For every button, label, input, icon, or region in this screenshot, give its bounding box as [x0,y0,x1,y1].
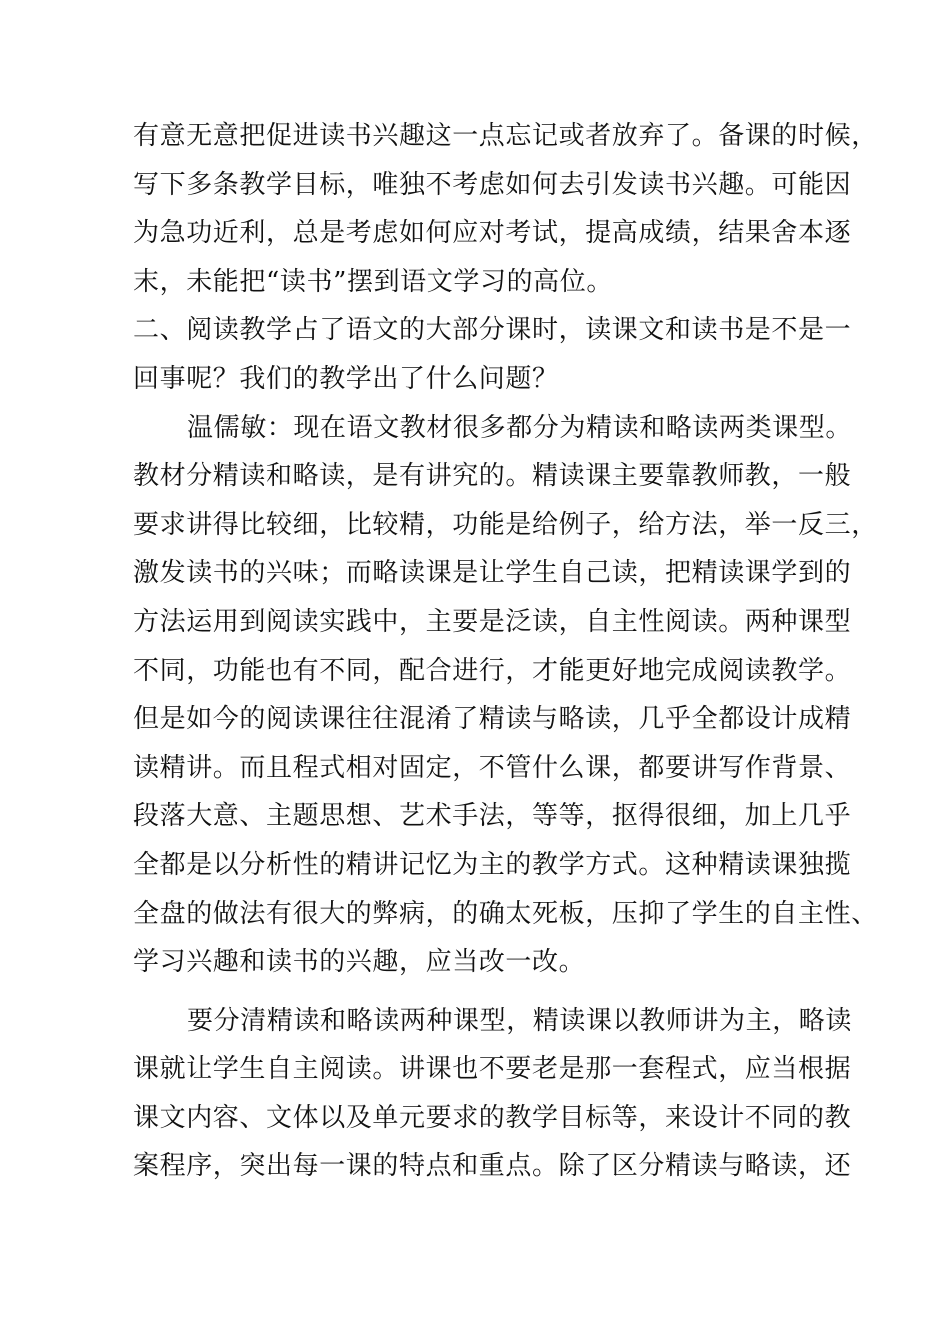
text-line: 温儒敏：现在语文教材很多都分为精读和略读两类课型。 [187,412,853,443]
text-line: 课文内容、文体以及单元要求的教学目标等，来设计不同的教 [133,1102,852,1133]
text-line: 但是如今的阅读课往往混淆了精读与略读，几乎全都设计成精 [133,704,852,735]
text-line: 全盘的做法有很大的弊病，的确太死板，压抑了学生的自主性、 [133,898,878,929]
paragraph-1 [133,112,878,306]
text-line: 案程序，突出每一课的特点和重点。除了区分精读与略读，还 [133,1151,852,1182]
text-line: 不同，功能也有不同，配合进行，才能更好地完成阅读教学。 [133,655,852,686]
text-line: 学习兴趣和读书的兴趣，应当改一改。 [133,947,586,978]
text-line: 写下多条教学目标，唯独不考虑如何去引发读书兴趣。可能因 [133,169,852,200]
text-line: 课就让学生自主阅读。讲课也不要老是那一套程式，应当根据 [133,1054,852,1085]
section-heading-2 [133,306,853,403]
text-line: 激发读书的兴味；而略读课是让学生自己读，把精读课学到的 [133,558,852,589]
paragraph-3 [133,997,853,1191]
text-line: 全都是以分析性的精讲记忆为主的教学方式。这种精读课独揽 [133,849,852,880]
heading-line: 二、阅读教学占了语文的大部分课时，读课文和读书是不是一 [133,315,852,346]
text-line: 要分清精读和略读两种课型，精读课以教师讲为主，略读 [187,1005,853,1036]
text-line: 段落大意、主题思想、艺术手法，等等，抠得很细，加上几乎 [133,801,852,832]
text-line: 为急功近利，总是考虑如何应对考试，提高成绩，结果舍本逐 [133,218,852,249]
body-text [133,112,878,1191]
heading-line: 回事呢？我们的教学出了什么问题？ [133,363,559,394]
text-line: 读精讲。而且程式相对固定，不管什么课，都要讲写作背景、 [133,752,852,783]
text-line: 方法运用到阅读实践中，主要是泛读，自主性阅读。两种课型 [133,606,852,637]
paragraph-spacer [133,987,853,997]
text-line: 教材分精读和略读，是有讲究的。精读课主要靠教师教，一般 [133,461,852,492]
paragraph-2 [133,404,878,987]
text-line: 要求讲得比较细，比较精，功能是给例子，给方法，举一反三， [133,509,878,540]
text-line: 有意无意把促进读书兴趣这一点忘记或者放弃了。备课的时候， [133,121,878,151]
text-line: 末，未能把“读书”摆到语文学习的高位。 [133,266,613,297]
